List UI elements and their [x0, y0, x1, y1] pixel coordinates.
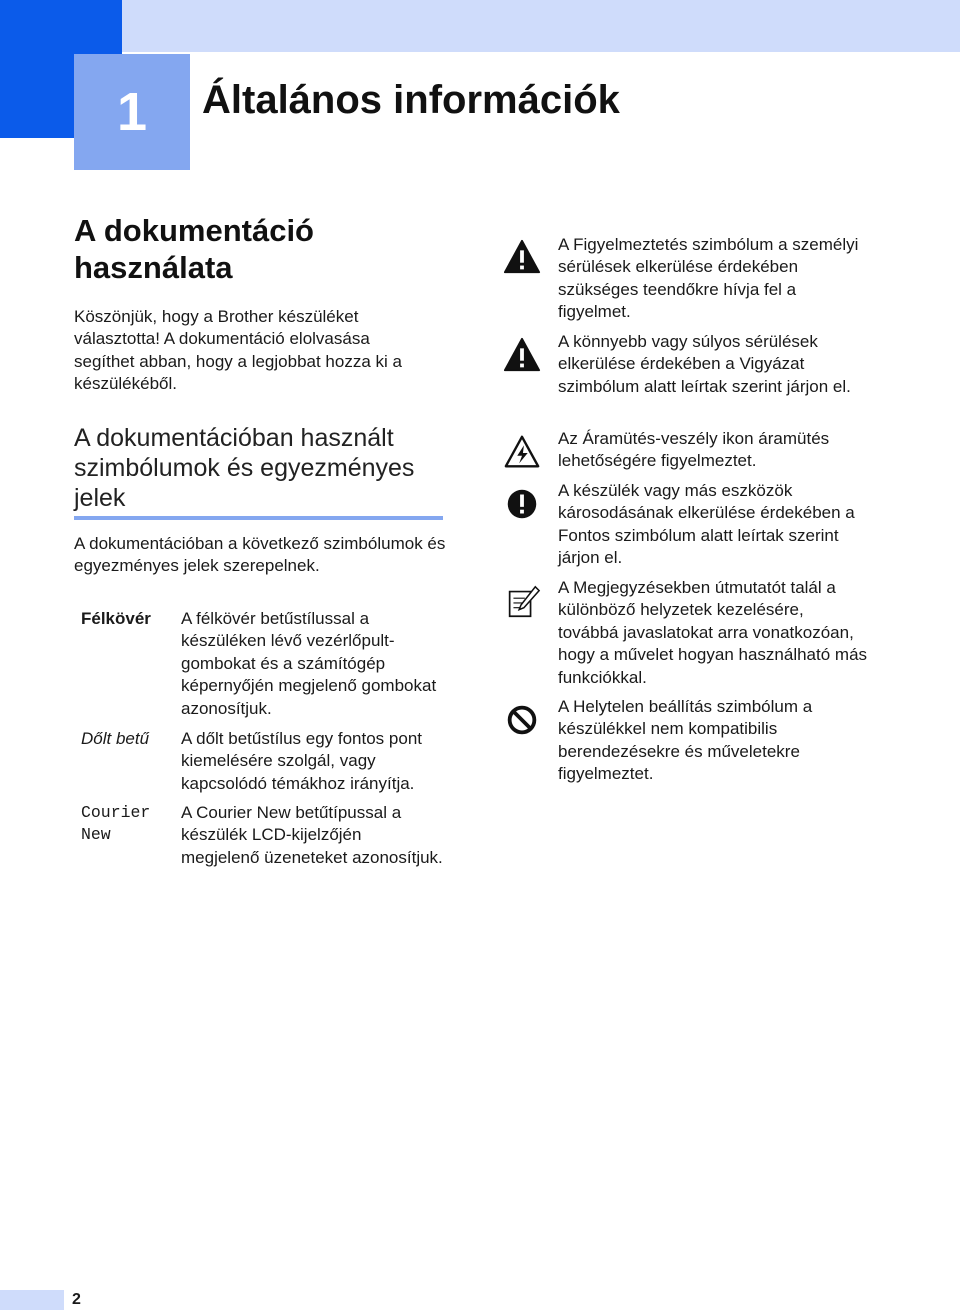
chapter-number: 1	[74, 54, 190, 170]
note-pencil-icon	[503, 583, 541, 621]
header-band	[122, 0, 960, 52]
symbol-text-warning: A Figyelmeztetés szimbólum a személyi sérülések elkerülése érdekében szükséges teendőkre hívja fel a figyelmet.	[558, 235, 859, 322]
symbol-text-important: A készülék vagy más eszközök károsodásának elkerülése érdekében a Fontos szimbólum alatt leírtak szerint járjon el.	[558, 481, 855, 568]
section-heading-symbols: A dokumentációban használt szimbólumok és egyezményes jelek	[74, 424, 415, 512]
convention-term-italic: Dőlt betű	[81, 729, 150, 748]
convention-description-italic: A dőlt betűstílus egy fontos pont kiemelésére szolgál, vagy kapcsolódó témákhoz irányítja.	[181, 729, 422, 793]
symbols-intro-paragraph: A dokumentációban a következő szimbólumok és egyezményes jelek szerepelnek.	[74, 534, 446, 576]
convention-term-courier: Courier New	[81, 803, 151, 845]
prohibited-icon	[503, 701, 541, 739]
symbol-text-electrical: Az Áramütés-veszély ikon áramütés lehetőségére figyelmeztet.	[558, 429, 830, 471]
caution-triangle-icon	[503, 336, 541, 374]
symbol-text-caution: A könnyebb vagy súlyos sérülések elkerülése érdekében a Vigyázat szimbólum alatt leírtak szerint járjon el.	[558, 332, 851, 396]
footer-accent-bar	[0, 1290, 64, 1310]
chapter-title: Általános információk	[202, 78, 620, 122]
heading-underline	[74, 516, 443, 520]
electrical-hazard-icon	[503, 433, 541, 471]
symbol-text-prohibited: A Helytelen beállítás szimbólum a készülékkel nem kompatibilis berendezésekre és műveletekre figyelmeztet.	[558, 697, 813, 784]
page-number: 2	[72, 1291, 81, 1308]
symbol-text-note: A Megjegyzésekben útmutatót talál a különböző helyzetek kezelésére, továbbá javaslatokat arra vonatkozóan, hogy a művelet hogyan használható más funkciókkal.	[558, 578, 868, 687]
section-heading-usage: A dokumentáció használata	[74, 213, 314, 285]
convention-description-bold: A félkövér betűstílussal a készüléken lévő vezérlőpult-gombokat és a számítógép képernyőjén megjelenő gombokat azonosítjuk.	[181, 609, 437, 718]
important-exclamation-icon	[503, 485, 541, 523]
warning-triangle-icon	[503, 238, 541, 276]
intro-paragraph: Köszönjük, hogy a Brother készüléket választotta! A dokumentáció elolvasása segíthet abban, hogy a legjobbat hozza ki a készülékéből.	[74, 307, 402, 394]
convention-description-courier: A Courier New betűtípussal a készülék LCD-kijelzőjén megjelenő üzeneteket azonosítjuk.	[181, 803, 443, 867]
convention-term-bold: Félkövér	[81, 609, 151, 628]
